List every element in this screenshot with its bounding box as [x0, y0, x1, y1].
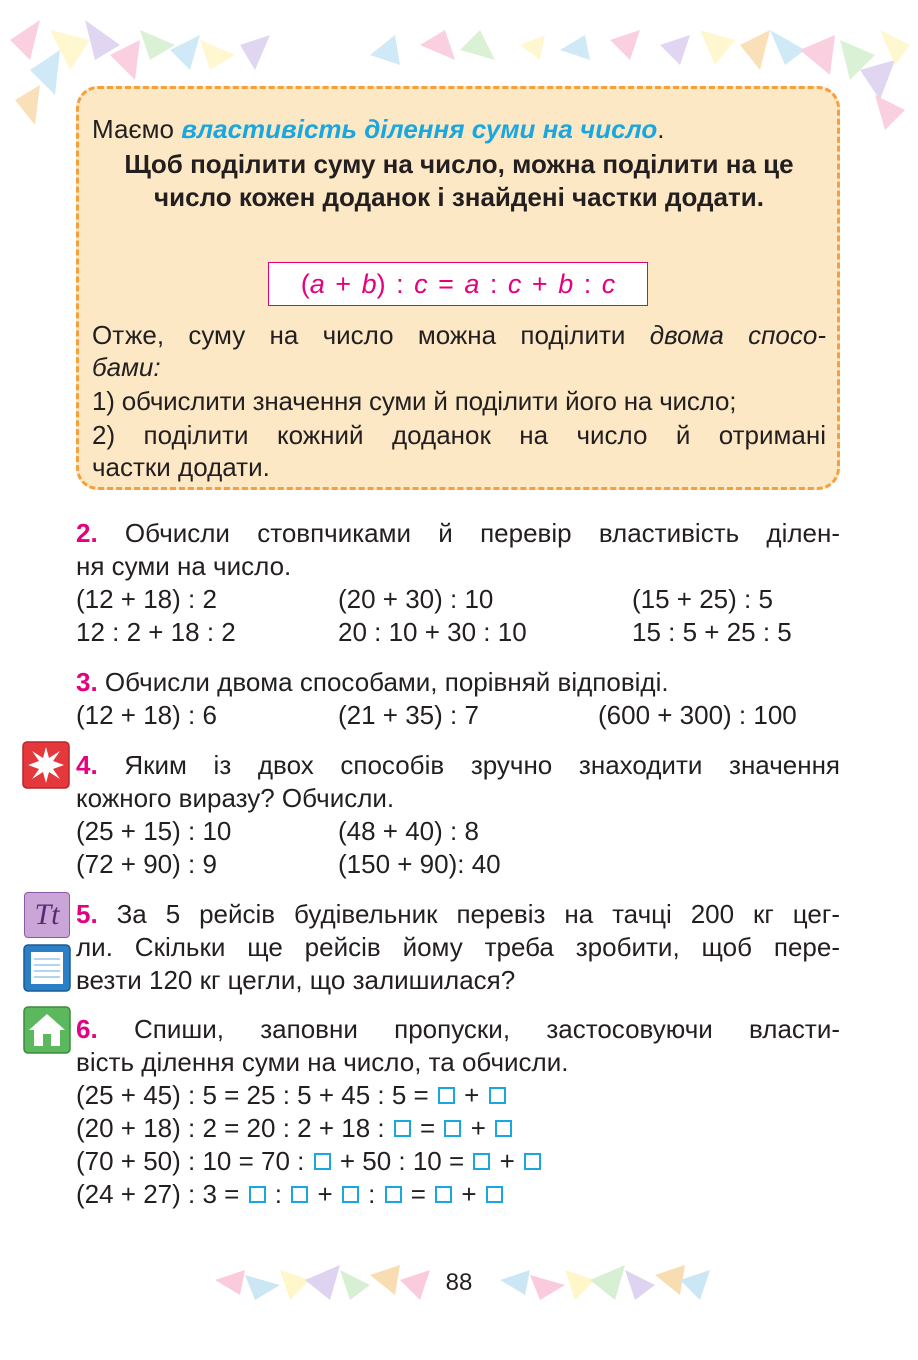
- task-4-expr: (25 + 15) : 10: [76, 816, 232, 846]
- star-burst-icon: [22, 741, 70, 789]
- text-icon: Tt: [24, 892, 70, 938]
- task-6-row: (25 + 45) : 5 = 25 : 5 + 45 : 5 = +: [76, 1079, 508, 1112]
- task-4-line1: 4. Яким із двох способів зручно знаходити значення: [76, 750, 840, 780]
- home-icon: [23, 1006, 71, 1054]
- blank-box: [473, 1153, 490, 1170]
- notebook-icon: [23, 944, 71, 992]
- blank-box: [394, 1120, 411, 1137]
- rule-formula: (a + b) : c = a : c + b : c: [268, 262, 648, 306]
- task-3-expr: (12 + 18) : 6: [76, 700, 217, 730]
- task-3-line1: 3. Обчисли двома способами, порівняй відповіді.: [76, 667, 669, 697]
- rule-term: властивість ділення суми на число: [181, 114, 658, 144]
- task-4-line2: кожного виразу? Обчисли.: [76, 783, 395, 813]
- way-1: 1) обчислити значення суми й поділити його на число;: [92, 386, 737, 416]
- task-2-expr: 20 : 10 + 30 : 10: [338, 617, 527, 647]
- ways-line2: бами:: [92, 352, 161, 382]
- blank-box: [435, 1186, 452, 1203]
- blank-box: [249, 1186, 266, 1203]
- task-5-line3: везти 120 кг цегли, що залишилася?: [76, 965, 516, 995]
- blank-box: [495, 1120, 512, 1137]
- task-5-line2: ли. Скільки ще рейсів йому треба зробити, щоб пере-: [76, 932, 840, 962]
- way-2-line1: 2) поділити кожний доданок на число й отримані: [92, 420, 826, 450]
- blank-box: [524, 1153, 541, 1170]
- blank-box: [438, 1087, 455, 1104]
- blank-box: [385, 1186, 402, 1203]
- rule-intro: Маємо властивість ділення суми на число.: [92, 114, 665, 144]
- task-4-expr: (48 + 40) : 8: [338, 816, 479, 846]
- task-4-expr: (72 + 90) : 9: [76, 849, 217, 879]
- task-3-expr: (600 + 300) : 100: [598, 700, 797, 730]
- task-4-expr: (150 + 90): 40: [338, 849, 501, 879]
- task-2-expr: (15 + 25) : 5: [632, 584, 773, 614]
- blank-box: [444, 1120, 461, 1137]
- task-6-row: (24 + 27) : 3 = : + : = +: [76, 1178, 505, 1211]
- way-2-line2: частки додати.: [92, 452, 270, 482]
- page-number: 88: [445, 1269, 473, 1296]
- blank-box: [489, 1087, 506, 1104]
- task-2-line1: 2. Обчисли стовпчиками й перевір властивість ділен-: [76, 518, 840, 548]
- rule-statement: Щоб поділити суму на число, можна поділити на це число кожен доданок і знайдені частки додати.: [124, 149, 794, 212]
- task-6-row: (20 + 18) : 2 = 20 : 2 + 18 : = +: [76, 1112, 514, 1145]
- task-2-expr: 15 : 5 + 25 : 5: [632, 617, 792, 647]
- blank-box: [486, 1186, 503, 1203]
- task-6-row: (70 + 50) : 10 = 70 : + 50 : 10 = +: [76, 1145, 543, 1178]
- task-2-line2: ня суми на число.: [76, 551, 292, 581]
- task-6-line2: вість ділення суми на число, та обчисли.: [76, 1047, 569, 1077]
- blank-box: [342, 1186, 359, 1203]
- task-2-expr: (12 + 18) : 2: [76, 584, 217, 614]
- task-2-expr: (20 + 30) : 10: [338, 584, 494, 614]
- task-5-line1: 5. За 5 рейсів будівельник перевіз на тачці 200 кг цег-: [76, 899, 840, 929]
- blank-box: [314, 1153, 331, 1170]
- task-6-line1: 6. Спиши, заповни пропуски, застосовуючи власти-: [76, 1014, 840, 1044]
- blank-box: [291, 1186, 308, 1203]
- task-2-expr: 12 : 2 + 18 : 2: [76, 617, 236, 647]
- ways-line1: Отже, суму на число можна поділити двома спосо-: [92, 320, 826, 350]
- task-3-expr: (21 + 35) : 7: [338, 700, 479, 730]
